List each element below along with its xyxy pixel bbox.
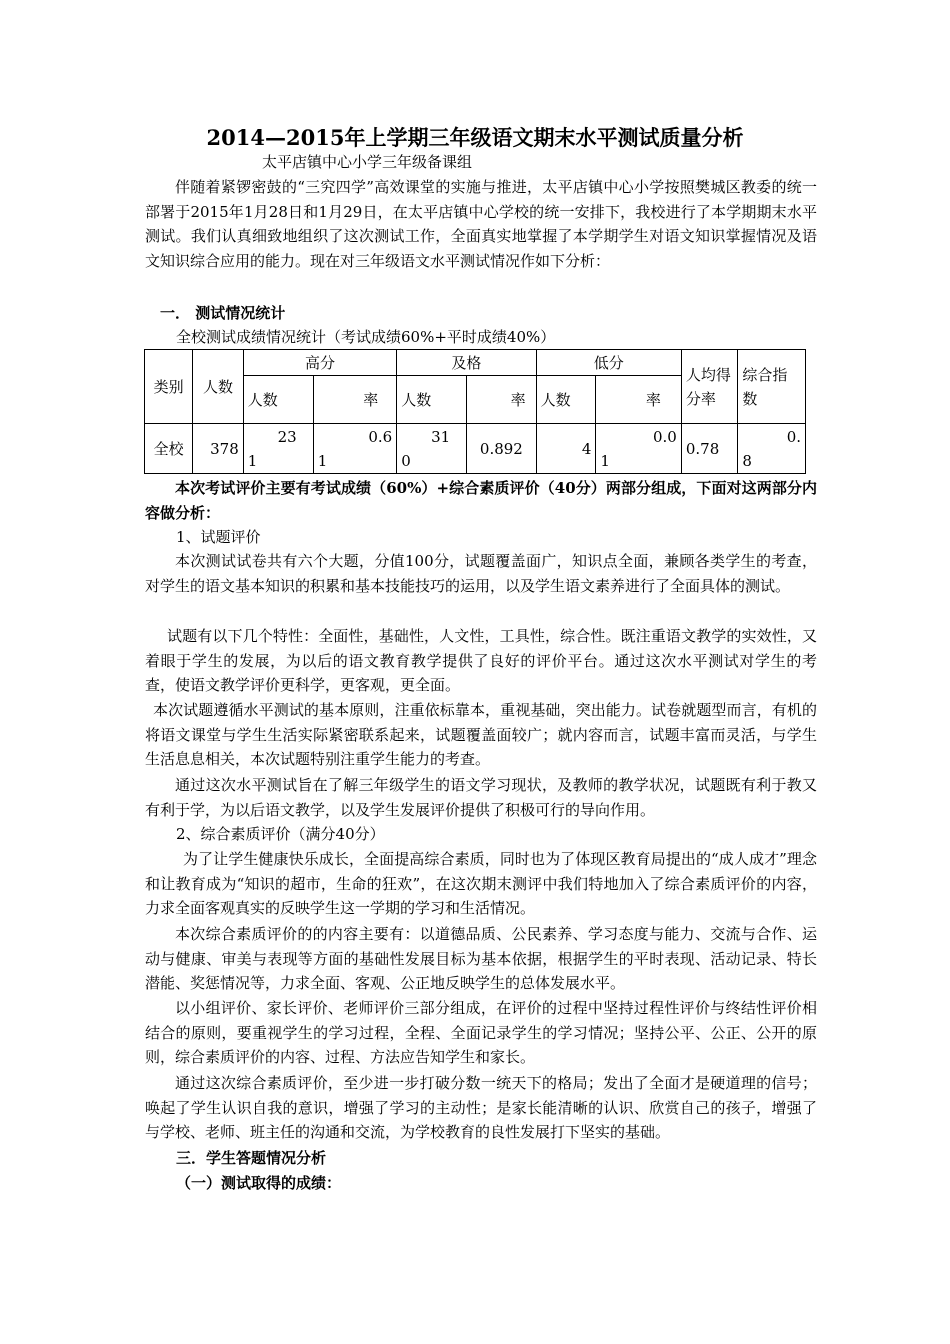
paragraph-8: 通过这次综合素质评价，至少进一步打破分数一统天下的格局；发出了全面才是硬道理的信号；唤起了学生认识自我的意识，增强了学习的主动性；是家长能清晰的认识、欣赏自己的孩子，增强了与学校、老师、班主任的沟通和交流，为学校教育的良性发展打下坚实的基础。 <box>145 1074 817 1141</box>
row-index-line1: 0. <box>786 427 801 446</box>
paragraph-2: 试题有以下几个特性：全面性，基础性，人文性，工具性，综合性。既注重语文教学的实效性，又着眼于学生的发展，为以后的语文教育教学提供了良好的评价平台。通过这次水平测试对学生的考查，使语文教学评价更科学，更客观，更全面。 <box>145 627 817 694</box>
header-composite-index: 综合指数 <box>738 350 806 424</box>
section3-subheading: （一）测试取得的成绩： <box>176 1174 342 1192</box>
paragraph-1: 本次测试试卷共有六个大题，分值100分，试题覆盖面广，知识点全面，兼顾各类学生的考查，对学生的语文基本知识的积累和基本技能技巧的运用，以及学生语文素养进行了全面具体的测试。 <box>145 552 817 595</box>
subsection1-heading: 1、试题评价 <box>176 528 261 546</box>
stats-table <box>144 349 806 474</box>
header-high-count: 人数 <box>243 376 313 424</box>
row-avg-rate: 0.78 <box>681 424 738 474</box>
subsection2-heading: 2、综合素质评价（满分40分） <box>176 825 385 843</box>
section1-heading: 一． 测试情况统计 <box>160 304 286 322</box>
paragraph-6: 本次综合素质评价的的内容主要有：以道德品质、公民素养、学习态度与能力、交流与合作、运动与健康、审美与表现等方面的基础性发展目标为基本依据，根据学生的平时表现、活动记录、特长潜能、奖惩情况等，力求全面、客观、公正地反映学生的总体发展水平。 <box>145 925 817 992</box>
row-high-rate <box>313 424 396 474</box>
row-pass-count-line1: 31 <box>431 427 451 446</box>
header-high-rate: 率 <box>313 376 396 424</box>
evaluation-statement: 本次考试评价主要有考试成绩（60%）+综合素质评价（40分）两部分组成，下面对这两部分内容做分析： <box>145 479 817 522</box>
row-pass-count-line2: 0 <box>401 451 411 470</box>
paragraph-4: 通过这次水平测试旨在了解三年级学生的语文学习现状，及教师的教学状况，试题既有利于教又有利于学，为以后语文教学，以及学生发展评价提供了积极可行的导向作用。 <box>145 776 817 819</box>
header-avg-rate: 人均得分率 <box>681 350 738 424</box>
header-pass-rate: 率 <box>467 376 536 424</box>
paragraph-5: 为了让学生健康快乐成长，全面提高综合素质，同时也为了体现区教育局提出的“成人成才”理念和让教育成为“知识的超市，生命的狂欢”，在这次期末测评中我们特地加入了综合素质评价的内容，力求全面客观真实的反映学生这一学期的学习和生活情况。 <box>145 850 817 917</box>
row-high-count-line1: 23 <box>277 427 297 446</box>
table-caption: 全校测试成绩情况统计（考试成绩60%+平时成绩40%） <box>176 328 556 346</box>
row-high-rate-line1: 0.6 <box>368 427 393 446</box>
header-category: 类别 <box>145 350 193 424</box>
header-high: 高分 <box>243 350 396 376</box>
row-high-rate-line2: 1 <box>317 451 328 470</box>
row-low-rate-line1: 0.0 <box>653 427 677 446</box>
row-composite-index <box>738 424 806 474</box>
row-pass-rate: 0.892 <box>467 424 536 474</box>
row-low-rate-line2: 1 <box>600 451 610 470</box>
row-category: 全校 <box>145 424 193 474</box>
header-low-count: 人数 <box>536 376 596 424</box>
header-pass-count: 人数 <box>397 376 467 424</box>
intro-paragraph: 伴随着紧锣密鼓的“三究四学”高效课堂的实施与推进，太平店镇中心小学按照樊城区教委的统一部署于2015年1月28日和1月29日，在太平店镇中心学校的统一安排下，我校进行了本学期期末水平测试。我们认真细致地组织了这次测试工作，全面真实地掌握了本学期学生对语文知识掌握情况及语文知识综合应用的能力。现在对三年级语文水平测试情况作如下分析： <box>145 178 817 270</box>
row-low-count: 4 <box>536 424 596 474</box>
row-high-count-line2: 1 <box>247 451 258 470</box>
row-high-count <box>243 424 313 474</box>
document-subtitle: 太平店镇中心小学三年级备课组 <box>262 153 473 171</box>
paragraph-3: 本次试题遵循水平测试的基本原则，注重依标靠本，重视基础，突出能力。试卷就题型而言，有机的将语文课堂与学生生活实际紧密联系起来，试题覆盖面较广；就内容而言，试题丰富而灵活，与学生生活息息相关，本次试题特别注重学生能力的考查。 <box>145 701 817 768</box>
row-index-line2: 8 <box>742 451 752 470</box>
header-low: 低分 <box>536 350 681 376</box>
row-count: 378 <box>193 424 244 474</box>
section3-heading: 三．学生答题情况分析 <box>176 1149 327 1167</box>
header-count: 人数 <box>193 350 244 424</box>
row-low-rate <box>596 424 681 474</box>
row-pass-count <box>397 424 467 474</box>
paragraph-7: 以小组评价、家长评价、老师评价三部分组成，在评价的过程中坚持过程性评价与终结性评价相结合的原则，要重视学生的学习过程，全程、全面记录学生的学习情况；坚持公平、公正、公开的原则，综合素质评价的内容、过程、方法应告知学生和家长。 <box>145 999 817 1066</box>
header-pass: 及格 <box>397 350 536 376</box>
header-low-rate: 率 <box>596 376 681 424</box>
document-title: 2014—2015年上学期三年级语文期末水平测试质量分析 <box>206 125 744 150</box>
